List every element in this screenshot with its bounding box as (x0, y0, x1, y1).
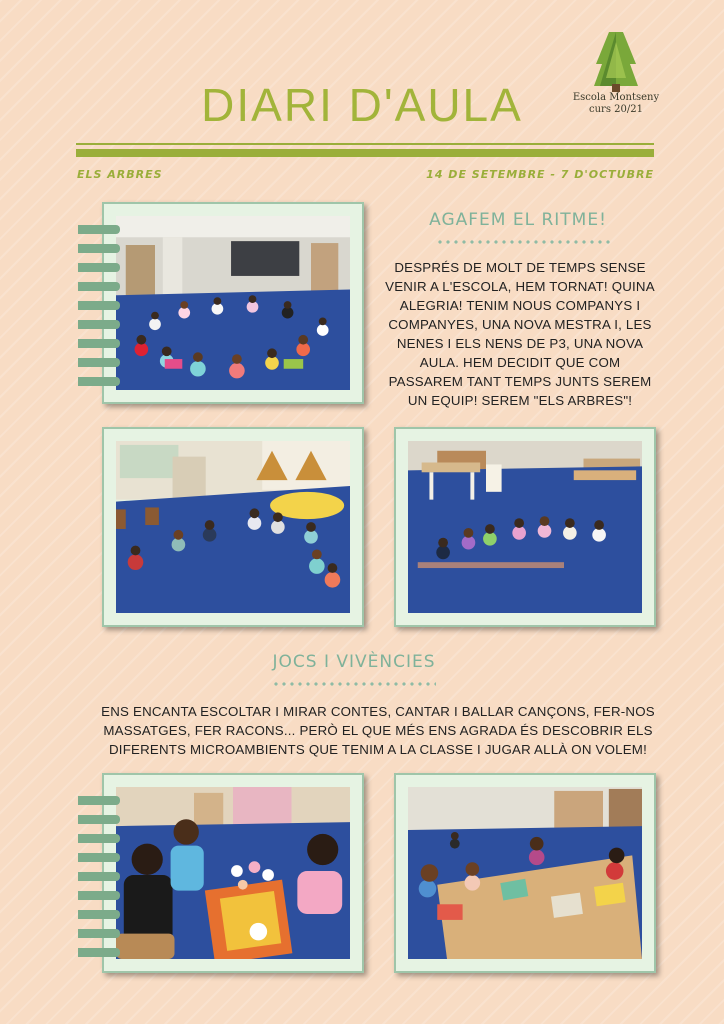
section2-title: JOCS I VIVÈNCIES (272, 652, 436, 672)
logo-school-year: curs 20/21 (589, 104, 643, 115)
children-puzzles-table-photo (408, 787, 642, 959)
page-title: DIARI D'AULA (201, 79, 523, 131)
header-divider-thin (76, 143, 654, 145)
class-name: ELS ARBRES (77, 168, 163, 181)
photo-frame-5 (394, 773, 656, 973)
section1-dotted-divider (436, 240, 614, 244)
photo-frame-3 (394, 427, 656, 627)
photo-frame-1 (102, 202, 364, 404)
children-in-row-photo (408, 441, 642, 613)
logo-school-name: Escola Montseny (572, 92, 660, 103)
photo-frame-4 (102, 773, 364, 973)
section1-title: AGAFEM EL RITME! (429, 210, 607, 230)
binder-rings-1 (78, 225, 120, 395)
date-range: 14 DE SETEMBRE - 7 D'OCTUBRE (426, 168, 654, 181)
children-play-food-photo (116, 787, 350, 959)
school-name-label (560, 92, 672, 116)
section2-text: ENS ENCANTA ESCOLTAR I MIRAR CONTES, CANTAR I BALLAR CANÇONS, FER-NOS MASSATGES, FER RACONS... PERÒ EL QUE MÉS ENS AGRADA ÉS DESCOBRIR ELS DIFERENTS MICROAMBIENTS QUE TENIM A LA CLASSE I JUGAR ALLÀ ON VOLEM! (101, 704, 655, 757)
classroom-circle-photo (116, 216, 350, 390)
photo-frame-2 (102, 427, 364, 627)
binder-rings-2 (78, 796, 120, 966)
children-sitting-floor-photo (116, 441, 350, 613)
header-divider-thick (76, 149, 654, 157)
section1-text: DESPRÉS DE MOLT DE TEMPS SENSE VENIR A L'ESCOLA, HEM TORNAT! QUINA ALEGRIA! TENIM NOUS COMPANYS I COMPANYES, UNA NOVA MESTRA I, LES NENES I ELS NENS DE P3, UNA NOVA AULA. HEM DECIDIT QUE COM PASSAREM TANT TEMPS JUNTS SEREM UN EQUIP! SEREM "ELS ARBRES"! (385, 260, 655, 408)
section2-dotted-divider (272, 682, 436, 686)
